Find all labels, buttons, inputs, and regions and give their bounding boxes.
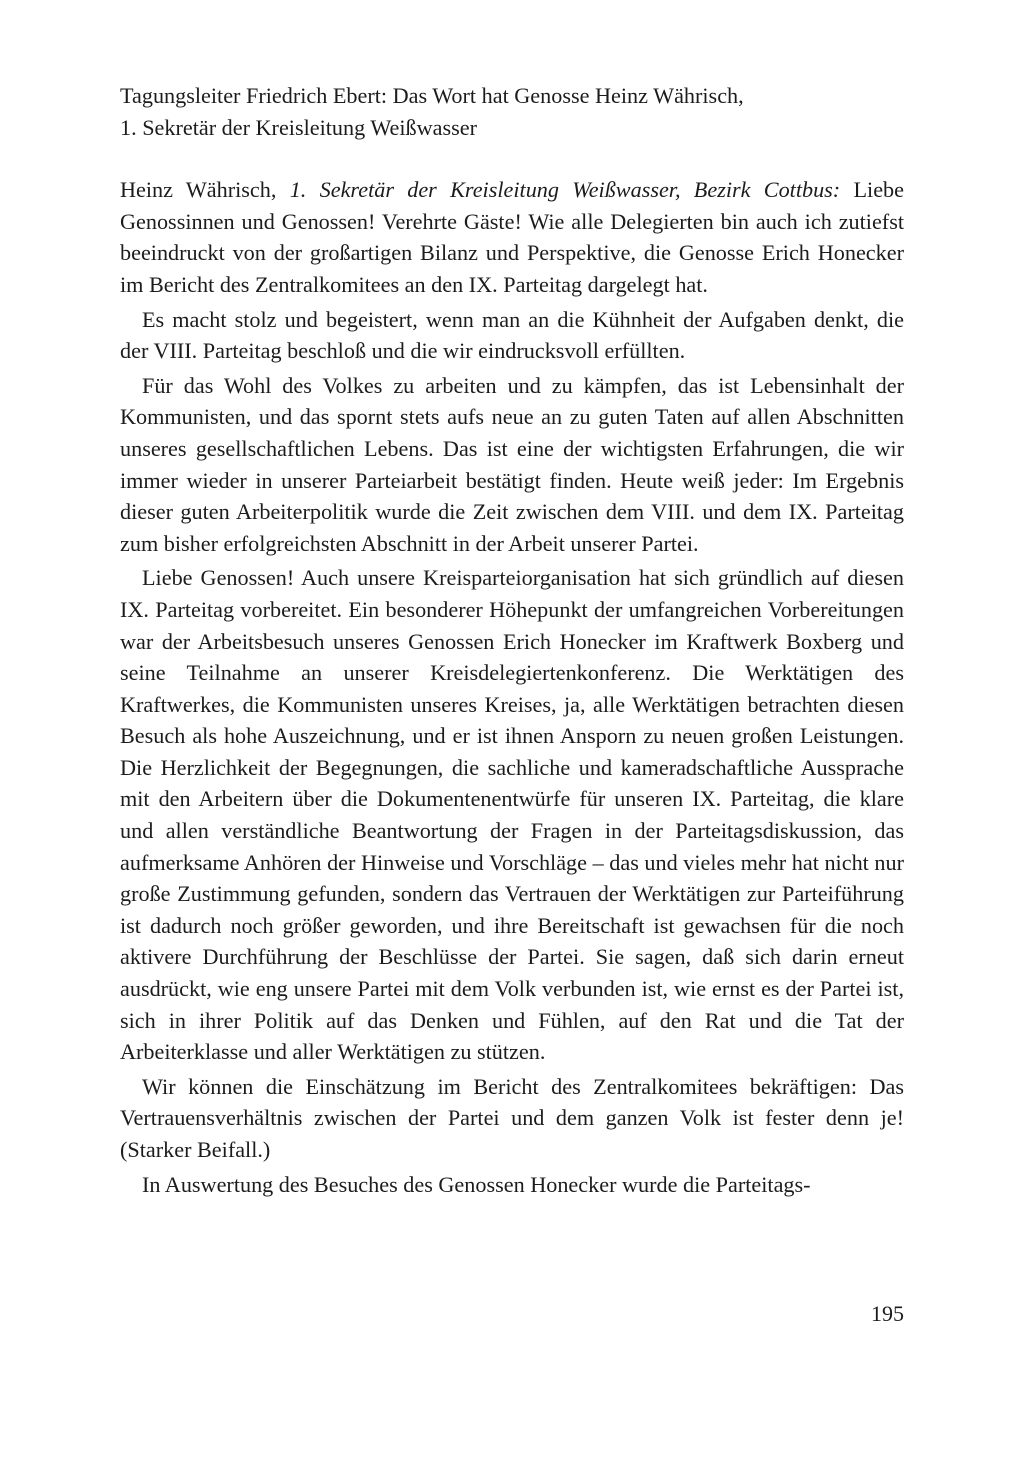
page-number: 195	[871, 1301, 904, 1326]
speech-opening-paragraph	[120, 174, 904, 300]
intro-line-1: Tagungsleiter Friedrich Ebert: Das Wort hat Genosse Heinz Währisch,	[120, 83, 744, 108]
paragraph: Es macht stolz und begeistert, wenn man an die Kühnheit der Aufgaben denkt, die der VIII. Parteitag beschloß und die wir eindrucksvoll erfüllten.	[120, 306, 904, 364]
intro-line-2: 1. Sekretär der Kreisleitung Weißwasser	[120, 114, 478, 140]
speaker-role: 1. Sekretär der Kreisleitung Weißwasser, Bezirk Cottbus:	[289, 177, 841, 203]
speech	[120, 174, 904, 1200]
speaker-name: Heinz Währisch,	[120, 177, 290, 203]
page-text	[120, 80, 904, 1200]
intro-line	[120, 80, 904, 143]
paragraph: Für das Wohl des Volkes zu arbeiten und zu kämpfen, das ist Lebensinhalt der Kommunisten, und das spornt stets aufs neue an zu guten Taten auf allen Abschnitten unseres gesellschaftlichen Lebens. Das ist eine der wichtigsten Erfahrungen, die wir immer wieder in unserer Parteiarbeit bestätigt finden. Heute weiß jeder: Im Ergebnis dieser guten Arbeiterpolitik wurde die Zeit zwischen dem VIII. und dem IX. Parteitag zum bisher erfolgreichsten Abschnitt in der Arbeit unserer Partei.	[120, 372, 904, 556]
paragraph: Wir können die Einschätzung im Bericht des Zentralkomitees bekräftigen: Das Vertrauensverhältnis zwischen der Partei und dem ganzen Volk ist fester denn je! (Starker Beifall.)	[120, 1073, 904, 1162]
speech-opening-text: Liebe Genossinnen und Genossen! Verehrte Gäste! Wie alle Delegierten bin auch ich zutiefst beeindruckt von der großartigen Bilanz und Perspektive, die Genosse Erich Honecker im Bericht des Zentralkomitees an den IX. Parteitag dargelegt hat.	[120, 177, 904, 297]
paragraph: Liebe Genossen! Auch unsere Kreisparteiorganisation hat sich gründlich auf diesen IX. Parteitag vorbereitet. Ein besonderer Höhepunkt der umfangreichen Vorbereitungen war der Arbeitsbesuch unseres Genossen Erich Honecker im Kraftwerk Boxberg und seine Teilnahme an unserer Kreisdelegiertenkonferenz. Die Werktätigen des Kraftwerkes, die Kommunisten unseres Kreises, ja, alle Werktätigen betrachten diesen Besuch als hohe Auszeichnung, und er ist ihnen Ansporn zu neuen großen Leistungen. Die Herzlichkeit der Begegnungen, die sachliche und kameradschaftliche Aussprache mit den Arbeitern über die Dokumentenentwürfe für unseren IX. Parteitag, die klare und allen verständliche Beantwortung der Fragen in der Parteitagsdiskussion, das aufmerksame Anhören der Hinweise und Vorschläge – das und vieles mehr hat nicht nur große Zustimmung gefunden, sondern das Vertrauen der Werktätigen zur Parteiführung ist dadurch noch größer geworden, und ihre Bereitschaft ist gewachsen für die noch aktivere Durchführung der Beschlüsse der Partei. Sie sagen, daß sich darin erneut ausdrückt, wie eng unsere Partei mit dem Volk verbunden ist, wie ernst es der Partei ist, sich in ihrer Politik auf das Denken und Fühlen, auf den Rat und die Tat der Arbeiterklasse und aller Werktätigen zu stützen.	[120, 565, 904, 1065]
paragraph: In Auswertung des Besuches des Genossen Honecker wurde die Parteitags-	[142, 1171, 811, 1197]
